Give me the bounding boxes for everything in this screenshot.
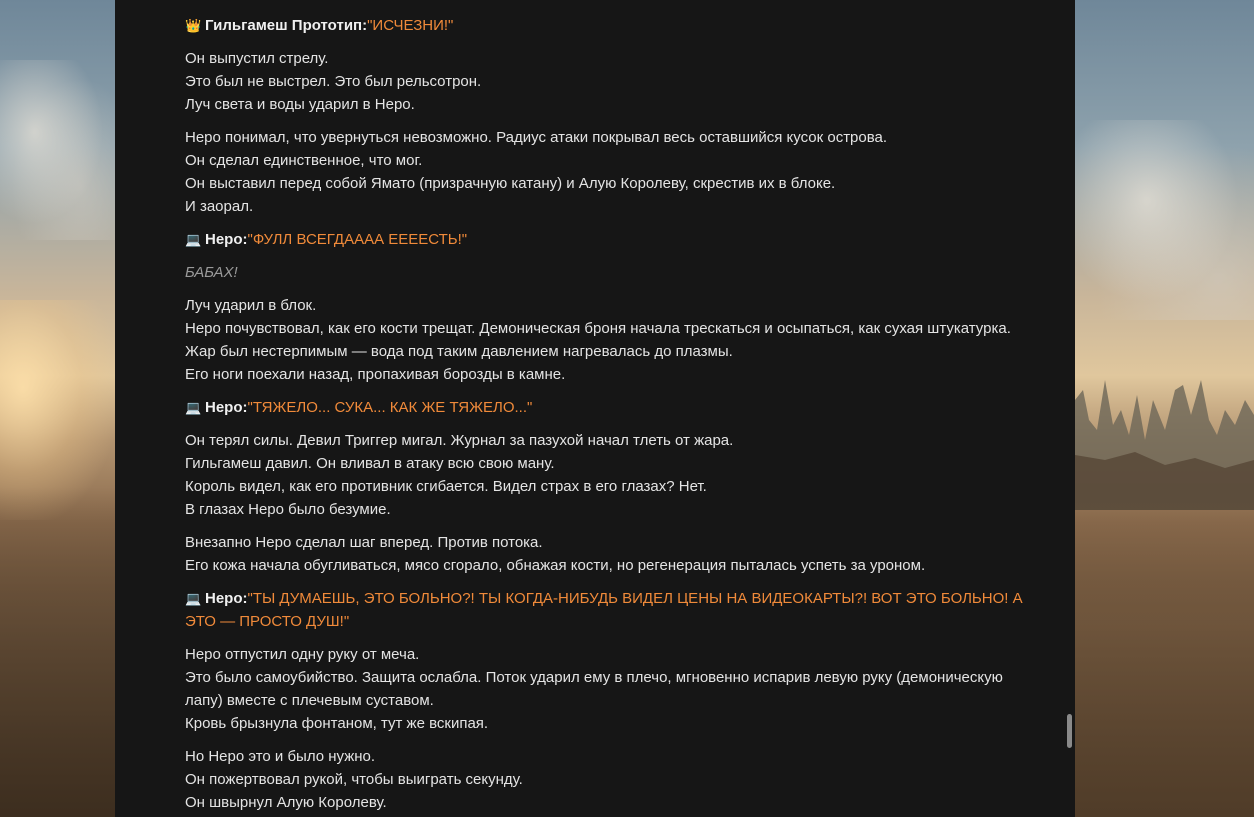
narration-line: И заорал. [185, 198, 254, 215]
speech-quote: "ИСЧЕЗНИ!" [367, 17, 454, 34]
narration-line: Луч ударил в блок. [185, 297, 317, 314]
speaker-name: Неро: [205, 590, 248, 607]
narration-line: Его ноги поехали назад, пропахивая борозды в камне. [185, 366, 566, 383]
background-clouds-left [0, 60, 115, 240]
narration-line: Он швырнул Алую Королеву. [185, 794, 387, 811]
narration-paragraph [185, 429, 1035, 521]
laptop-icon: 💻 [185, 591, 202, 606]
narration-line: Это был не выстрел. Это был рельсотрон. [185, 73, 482, 90]
background-clouds-right [1075, 120, 1254, 320]
narration-line: Его кожа начала обугливаться, мясо сгорало, обнажая кости, но регенерация пыталась успеть за уроном. [185, 557, 926, 574]
narration-paragraph [185, 531, 1035, 577]
narration-line: Неро почувствовал, как его кости трещат. Демоническая броня начала трескаться и осыпаться, как сухая штукатурка. Жар был нестерпимым — вода под таким давлением нагревалась до плазмы. [185, 320, 1011, 360]
story-content [185, 14, 1035, 817]
narration-line: Неро понимал, что увернуться невозможно. Радиус атаки покрывал весь оставшийся кусок острова. [185, 129, 888, 146]
background-ground-right [1075, 497, 1254, 817]
narration-line: Луч света и воды ударил в Неро. [185, 96, 415, 113]
speech-quote: "ТЯЖЕЛО... СУКА... КАК ЖЕ ТЯЖЕЛО..." [247, 399, 533, 416]
laptop-icon: 💻 [185, 400, 202, 415]
dialogue-line [185, 14, 1035, 37]
speaker-name: Гильгамеш Прототип: [205, 17, 368, 34]
background-ground-left [0, 487, 115, 817]
narration-line: Гильгамеш давил. Он вливал в атаку всю свою ману. [185, 455, 555, 472]
narration-line: Он выпустил стрелу. [185, 50, 329, 67]
speaker-name: Неро: [205, 231, 248, 248]
scrollbar-thumb[interactable] [1067, 714, 1072, 748]
narration-line: В глазах Неро было безумие. [185, 501, 391, 518]
speaker-name: Неро: [205, 399, 248, 416]
narration-line: Король видел, как его противник сгибается. Видел страх в его глазах? Нет. [185, 478, 707, 495]
narration-paragraph [185, 294, 1035, 386]
narration-line: Внезапно Неро сделал шаг вперед. Против потока. [185, 534, 543, 551]
narration-paragraph [185, 745, 1035, 814]
narration-line: Кровь брызнула фонтаном, тут же вскипая. [185, 715, 489, 732]
narration-paragraph [185, 643, 1035, 735]
reader-panel[interactable] [115, 0, 1075, 817]
narration-line: Он сделал единственное, что мог. [185, 152, 423, 169]
narration-line: Это было самоубийство. Защита ослабла. Поток ударил ему в плечо, мгновенно испарив левую руку (демоническую лапу) вместе с плечевым суставом. [185, 669, 1003, 709]
narration-line: Он пожертвовал рукой, чтобы выиграть секунду. [185, 771, 523, 788]
narration-line: Неро отпустил одну руку от меча. [185, 646, 420, 663]
background-ruins [1075, 360, 1254, 510]
speech-quote: "ФУЛЛ ВСЕГДАААА ЕЕЕЕСТЬ!" [247, 231, 468, 248]
crown-icon: 👑 [185, 18, 202, 33]
narration-line: Он терял силы. Девил Триггер мигал. Журнал за пазухой начал тлеть от жара. [185, 432, 734, 449]
dialogue-line [185, 228, 1035, 251]
dialogue-line [185, 587, 1035, 633]
dialogue-line [185, 396, 1035, 419]
narration-paragraph [185, 126, 1035, 218]
sound-effect: БАБАХ! [185, 264, 238, 281]
laptop-icon: 💻 [185, 232, 202, 247]
narration-line: Но Неро это и было нужно. [185, 748, 376, 765]
narration-paragraph [185, 47, 1035, 116]
narration-line: Он выставил перед собой Ямато (призрачную катану) и Алую Королеву, скрестив их в блоке. [185, 175, 836, 192]
speech-quote: "ТЫ ДУМАЕШЬ, ЭТО БОЛЬНО?! ТЫ КОГДА-НИБУДЬ ВИДЕЛ ЦЕНЫ НА ВИДЕОКАРТЫ?! ВОТ ЭТО БОЛЬНО! А ЭТО — ПРОСТО ДУШ!" [185, 590, 1023, 630]
